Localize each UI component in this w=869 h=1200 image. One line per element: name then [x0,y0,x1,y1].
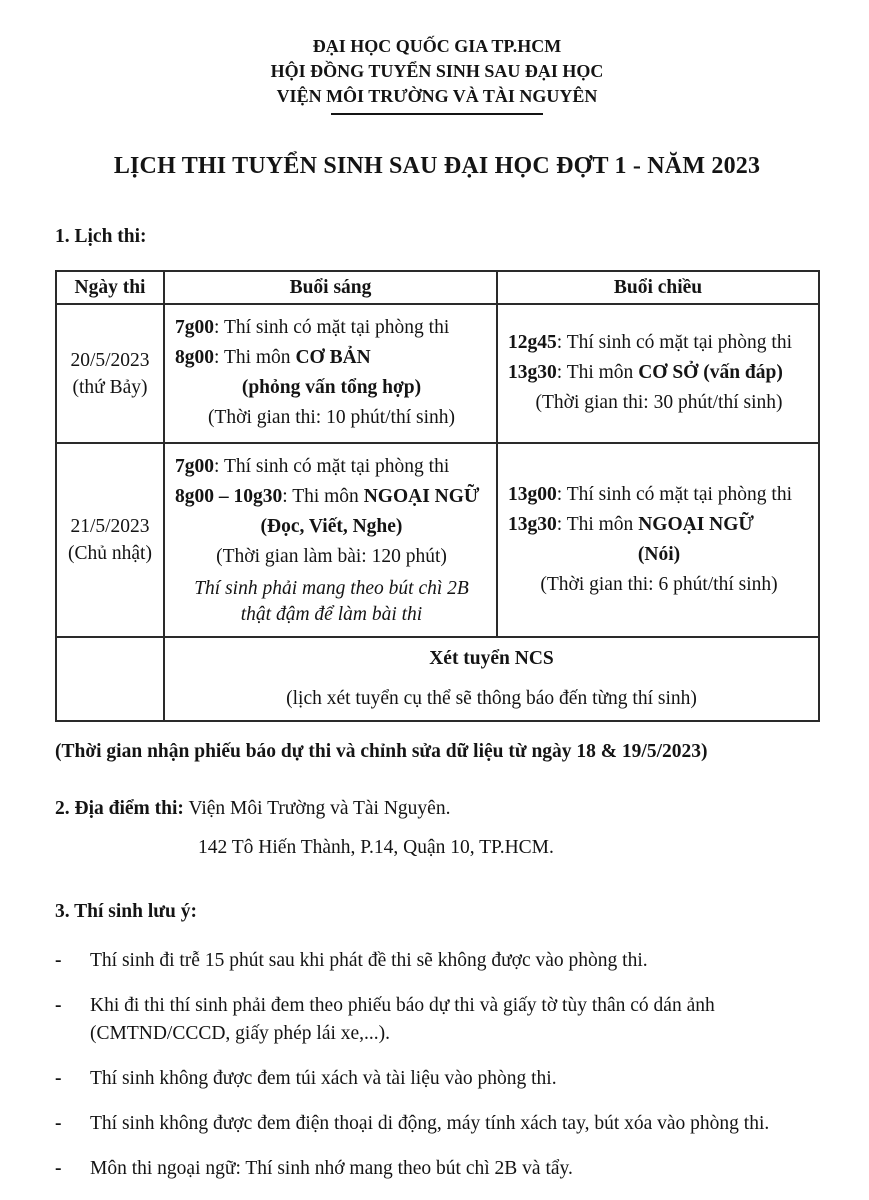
exam-venue: Viện Môi Trường và Tài Nguyên. [188,798,451,819]
pencil-note: Thí sinh phải mang theo bút chì 2B thật đậm để làm bài thi [194,578,469,625]
section-2-heading: 2. Địa điểm thi: [55,798,184,819]
list-item [55,947,819,975]
schedule-line [175,314,488,341]
schedule-line [175,483,488,510]
duration-note: (Thời gian làm bài: 120 phút) [216,546,447,567]
weekday-value: (thứ Bảy) [72,376,148,398]
letterhead [55,34,819,115]
bullet-dash: - [55,950,62,971]
letterhead-underline [331,113,543,115]
note-text: Khi đi thi thí sinh phải đem theo phiếu báo dự thi và giấy tờ tùy thân có dán ảnh (CMTND/CCCD, giấy phép lái xe,...). [90,995,715,1044]
org-name-line-1: ĐẠI HỌC QUỐC GIA TP.HCM [312,36,562,56]
org-name-line-3: VIỆN MÔI TRƯỜNG VÀ TÀI NGUYÊN [276,86,598,106]
list-item [55,1110,819,1138]
exam-schedule-table [55,270,820,722]
column-header-exam-date: Ngày thi [56,271,164,304]
bullet-dash: - [55,995,62,1016]
schedule-line [175,453,488,480]
date-cell-sunday [56,443,164,637]
date-value: 20/5/2023 [70,349,150,371]
schedule-line [508,511,810,538]
weekday-value: (Chủ nhật) [68,543,152,564]
time-value: 13g30 [508,362,557,383]
subject-detail: (Đọc, Viết, Nghe) [260,516,403,537]
morning-cell-sunday [164,443,497,637]
time-value: 8g00 [175,347,214,368]
time-value: 12g45 [508,332,557,353]
afternoon-cell-sunday [497,443,819,637]
note-text: Thí sinh không được đem túi xách và tài liệu vào phòng thi. [90,1068,557,1089]
subject-detail: (Nói) [637,543,681,565]
schedule-text: : Thi môn [282,486,364,507]
subject-name: CƠ SỞ (vấn đáp) [638,362,783,383]
bullet-dash: - [55,1068,62,1089]
schedule-text: : Thi môn [214,347,296,368]
note-text: Môn thi ngoại ngữ: Thí sinh nhớ mang theo bút chì 2B và tẩy. [90,1158,573,1179]
table-row-saturday [56,304,819,443]
time-value: 13g00 [508,483,557,505]
section-2 [55,795,819,822]
bullet-dash: - [55,1158,62,1179]
schedule-line [175,344,488,371]
time-value: 7g00 [175,456,214,477]
note-text: Thí sinh đi trễ 15 phút sau khi phát đề thi sẽ không được vào phòng thi. [90,950,648,971]
ncs-cell [164,637,819,721]
duration-note: (Thời gian thi: 10 phút/thí sinh) [207,407,455,428]
schedule-text: : Thí sinh có mặt tại phòng thi [214,456,450,477]
org-name-line-2: HỘI ĐỒNG TUYỂN SINH SAU ĐẠI HỌC [270,61,604,81]
date-value: 21/5/2023 [70,516,150,537]
schedule-line [508,359,810,386]
subject-detail: (phỏng vấn tổng hợp) [241,377,422,398]
date-cell-empty [56,637,164,721]
schedule-line [508,329,810,356]
schedule-text: : Thí sinh có mặt tại phòng thi [556,483,792,505]
date-cell-saturday [56,304,164,443]
table-row-sunday [56,443,819,637]
list-item [55,1065,819,1093]
registration-note: (Thời gian nhận phiếu báo dự thi và chỉnh sửa dữ liệu từ ngày 18 & 19/5/2023) [55,741,708,762]
duration-note: (Thời gian thi: 6 phút/thí sinh) [540,573,778,595]
subject-name: CƠ BẢN [295,347,371,368]
column-header-afternoon: Buổi chiều [497,271,819,304]
ncs-subtitle: (lịch xét tuyển cụ thể sẽ thông báo đến từng thí sinh) [286,688,697,709]
list-item [55,1155,819,1183]
bullet-dash: - [55,1113,62,1134]
duration-note: (Thời gian thi: 30 phút/thí sinh) [535,392,783,413]
time-value: 13g30 [508,513,557,535]
table-header-row [56,271,819,304]
schedule-text: : Thí sinh có mặt tại phòng thi [556,332,792,353]
time-value: 7g00 [175,317,214,338]
afternoon-cell-saturday [497,304,819,443]
note-text: Thí sinh không được đem điện thoại di động, máy tính xách tay, bút xóa vào phòng thi. [90,1113,770,1134]
table-row-ncs [56,637,819,721]
section-3-heading: 3. Thí sinh lưu ý: [55,901,197,922]
schedule-line [508,481,810,508]
schedule-text: : Thí sinh có mặt tại phòng thi [214,317,450,338]
list-item [55,992,819,1048]
morning-cell-saturday [164,304,497,443]
section-1-heading: 1. Lịch thi: [55,226,147,247]
schedule-text: : Thi môn [556,513,639,535]
page-title: LỊCH THI TUYỂN SINH SAU ĐẠI HỌC ĐỢT 1 - NĂM 2023 [113,153,761,179]
time-value: 8g00 – 10g30 [175,486,283,507]
subject-name: NGOẠI NGỮ [638,513,754,535]
ncs-title: Xét tuyển NCS [429,648,554,669]
schedule-text: : Thi môn [556,362,639,383]
subject-name: NGOẠI NGỮ [363,486,480,507]
exam-address: 142 Tô Hiến Thành, P.14, Quận 10, TP.HCM. [198,837,554,858]
column-header-morning: Buổi sáng [164,271,497,304]
candidate-notes-list [55,947,819,1183]
